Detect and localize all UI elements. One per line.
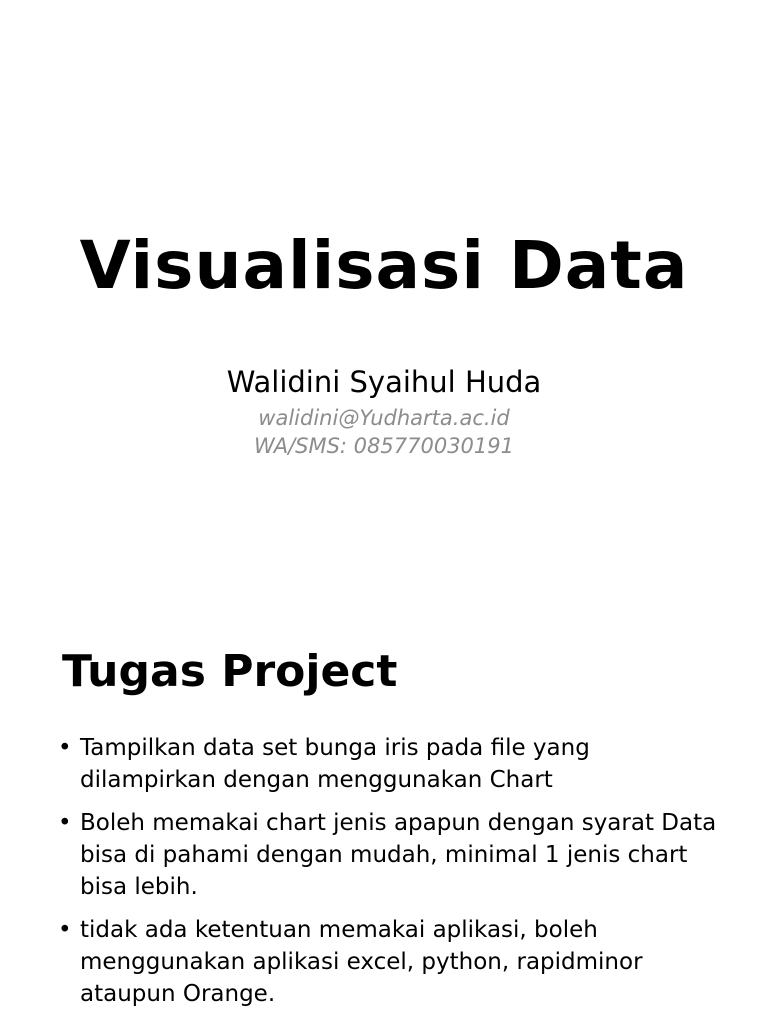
bullet-marker: • [58, 735, 72, 761]
author-phone: WA/SMS: 085770030191 [253, 434, 515, 458]
bullet-text: Boleh memakai chart jenis apapun dengan syarat Data bisa di pahami dengan mudah, minimal 1 jenis chart bisa lebih. [80, 810, 717, 900]
bullet-list [58, 732, 728, 1021]
bullet-item [58, 914, 728, 1010]
bullet-item [58, 807, 728, 903]
bullet-marker: • [58, 917, 72, 943]
author-email: walidini@Yudharta.ac.id [258, 406, 510, 430]
bullet-marker: • [58, 810, 72, 836]
bullet-item [58, 732, 728, 796]
slide-title: Visualisasi Data [79, 227, 689, 304]
bullet-text: tidak ada ketentuan memakai aplikasi, boleh menggunakan aplikasi excel, python, rapidminor ataupun Orange. [80, 917, 643, 1007]
content-slide [0, 576, 768, 1024]
bullet-text: Tampilkan data set bunga iris pada file yang dilampirkan dengan menggunakan Chart [80, 735, 590, 793]
slide-heading: Tugas Project [62, 646, 398, 697]
author-name: Walidini Syaihul Huda [226, 365, 542, 399]
